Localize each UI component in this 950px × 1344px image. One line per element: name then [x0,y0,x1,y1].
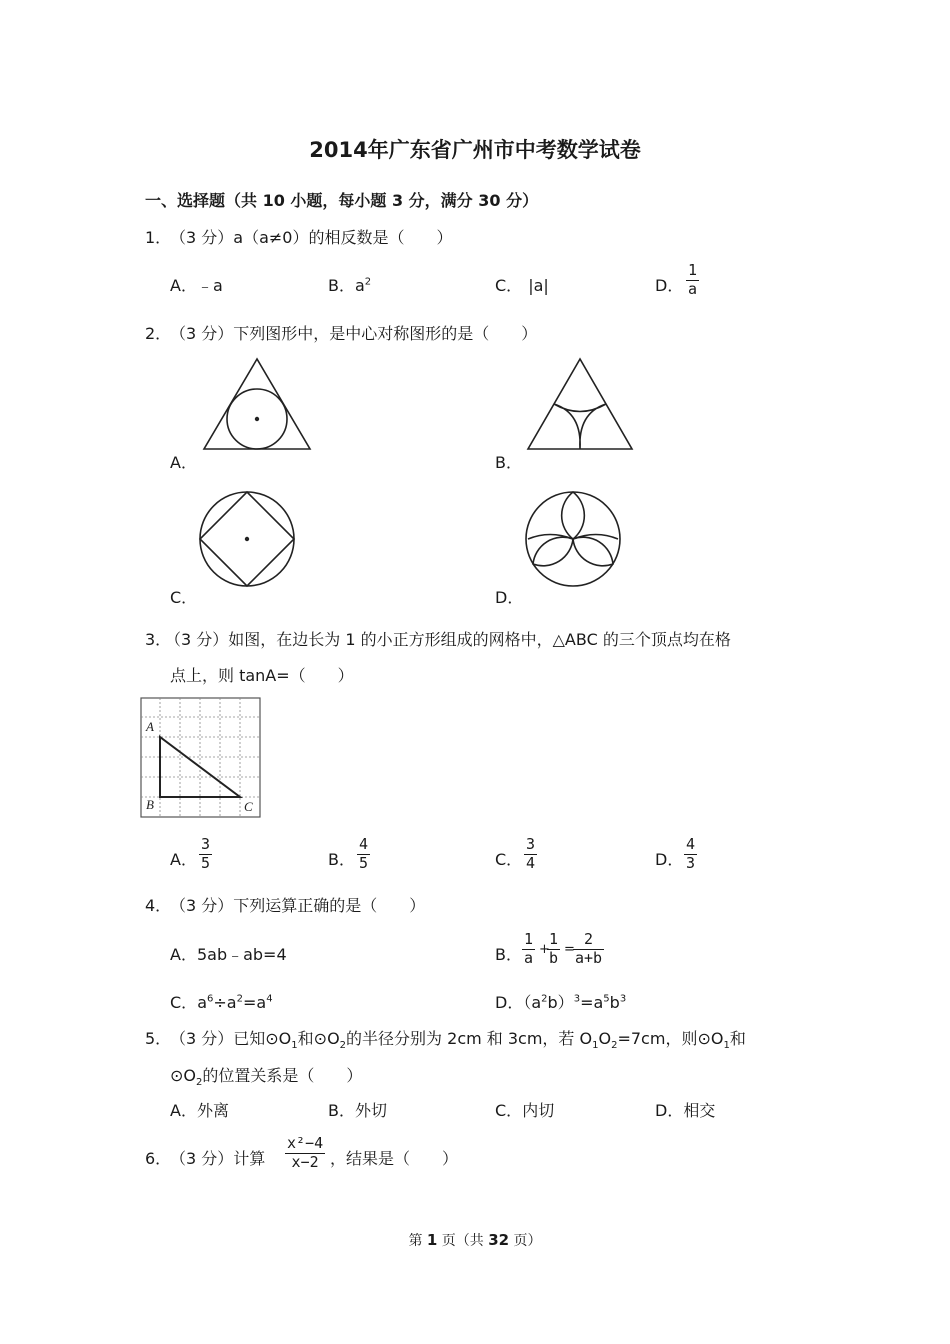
q1-option-c[interactable]: C． |a| [495,276,549,295]
question-2-number: 2． [145,324,172,343]
q3-option-c[interactable]: C． [495,850,523,869]
q5-option-c[interactable]: C．内切 [495,1101,555,1120]
q1-option-b[interactable]: B．$a^2$ [328,276,372,295]
q4-option-b-plus: + [539,942,550,957]
q4-option-b[interactable]: B． [495,945,522,964]
question-3-text-line1: （3 分）如图，在边长为 1 的小正方形组成的网格中，△ABC 的三个顶点均在格 [165,630,731,649]
figure-circle-square [198,490,298,590]
q4-option-a[interactable]: A．5ab﹣ab=4 [170,945,287,964]
grid-label-b: B [146,797,154,812]
q1-option-d-fraction: 1 a [688,261,698,298]
question-4-number: 4． [145,896,172,915]
q4-option-c[interactable]: C．$a^6\div a^2=a^4$ [170,993,273,1012]
question-5-text-line1: （3 分）已知$⊙O_1$和$⊙O_2$的半径分别为 2cm 和 3cm，若 $O_1O_2=7cm$，则$⊙O_1$和 [170,1029,746,1052]
q3-option-d[interactable]: D． [655,850,684,869]
question-4-text: （3 分）下列运算正确的是（ ） [170,896,426,915]
question-6-number: 6． [145,1149,172,1168]
figure-grid-triangle [140,697,262,819]
q2-option-a[interactable]: A． [170,453,197,472]
q3-option-b[interactable]: B． [328,850,355,869]
question-3-text-line2: 点上，则 tanA=（ ） [170,666,354,685]
q4-option-d[interactable]: D．$(a^2b)^3=a^5b^3$ [495,993,627,1012]
q2-option-d[interactable]: D． [495,588,524,607]
page-title: 2014年广东省广州市中考数学试卷 [309,138,641,162]
q3-option-d-fraction: 4 3 [686,835,696,872]
figure-triangle-incircle [200,355,315,455]
question-1-text: （3 分）a（a≠0）的相反数是（ ） [170,228,453,247]
page-footer: 第 1 页（共 32 页） [408,1231,542,1249]
grid-label-c: C [244,799,253,814]
q3-option-c-fraction: 3 4 [526,835,536,872]
q4-option-b-equals: = [564,942,575,957]
question-6-text-post: ，结果是（ ） [330,1149,459,1168]
q6-expression-fraction: x²−4 x−2 [287,1134,324,1171]
q5-option-a[interactable]: A．外离 [170,1101,229,1120]
q5-option-b[interactable]: B．外切 [328,1101,387,1120]
q4-option-b-fraction-1: 1 a [524,930,534,967]
q5-option-d[interactable]: D．相交 [655,1101,716,1120]
q1-option-d[interactable]: D． [655,276,684,295]
question-5-number: 5． [145,1029,172,1048]
q3-option-a[interactable]: A． [170,850,197,869]
figure-triangle-arcs [525,355,635,455]
section-heading: 一、选择题（共 10 小题，每小题 3 分，满分 30 分） [145,191,539,210]
q2-option-b[interactable]: B． [495,453,522,472]
q1-option-a[interactable]: A．﹣a [170,276,223,295]
question-5-text-line2: $⊙O_2$的位置关系是（ ） [170,1066,363,1089]
question-1-number: 1． [145,228,172,247]
q2-option-c[interactable]: C． [170,588,198,607]
q4-option-b-fraction-2: 1 b [549,930,559,967]
q4-option-b-fraction-3: 2 a+b [575,930,603,967]
question-6-text-pre: （3 分）计算 [170,1149,266,1168]
q3-option-b-fraction: 4 5 [359,835,369,872]
figure-circle-three-petals [525,490,625,590]
question-2-text: （3 分）下列图形中，是中心对称图形的是（ ） [170,324,538,343]
q3-option-a-fraction: 3 5 [201,835,211,872]
question-3-number: 3． [145,630,172,649]
grid-label-a: A [146,719,154,734]
